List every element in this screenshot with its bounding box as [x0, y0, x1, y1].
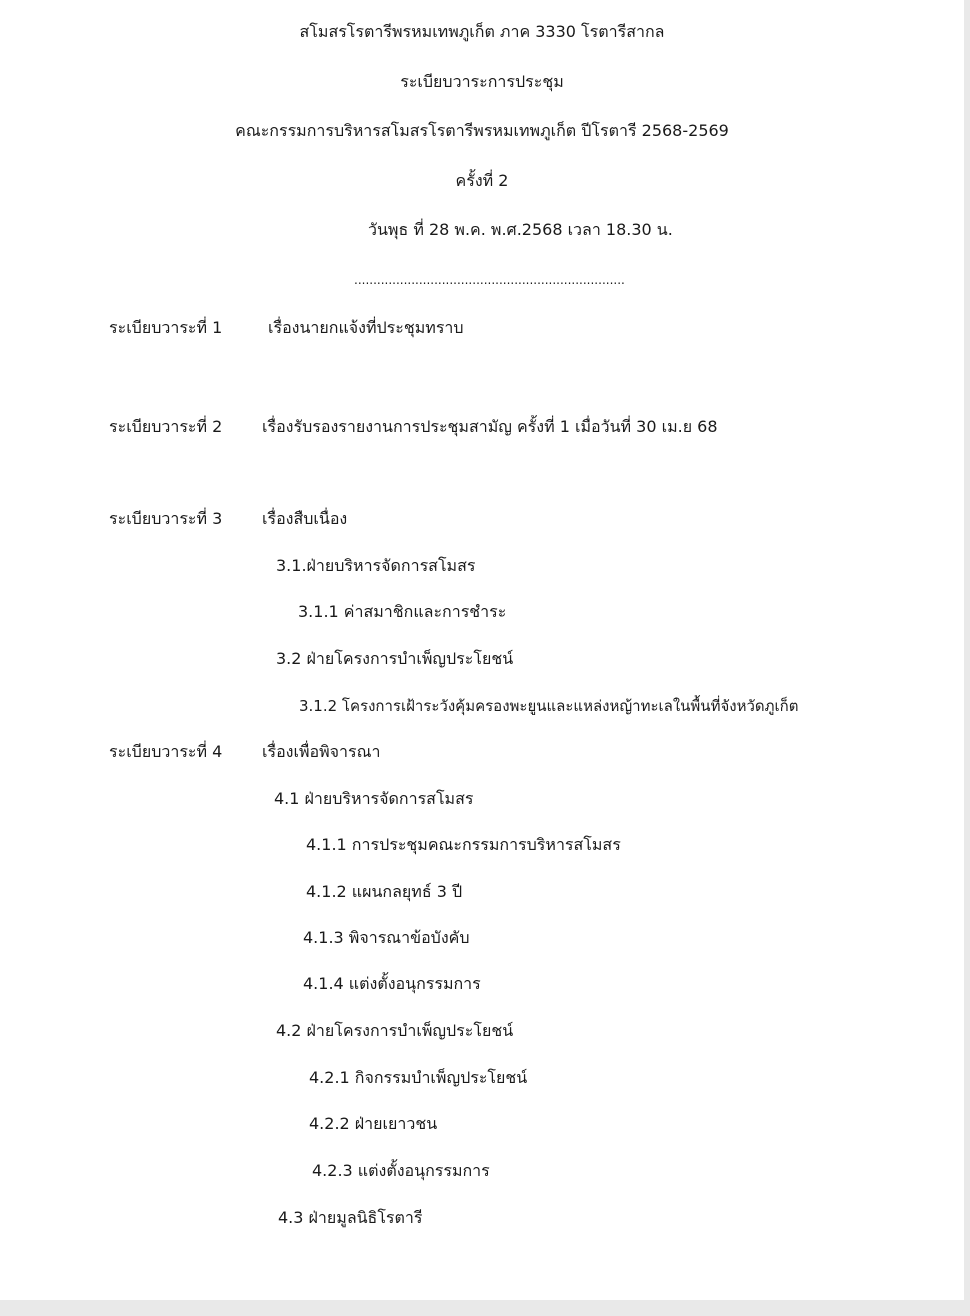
sub-item: 4.2.2 ฝ่ายเยาวชน: [309, 1114, 438, 1133]
sub-item: 3.1.ฝ่ายบริหารจัดการสโมสร: [276, 556, 476, 575]
club-title: สโมสรโรตารีพรหมเทพภูเก็ต ภาค 3330 โรตารีสากล: [299, 22, 665, 41]
sub-item: 4.1.2 แผนกลยุทธ์ 3 ปี: [306, 882, 463, 901]
agenda-4-label: ระเบียบวาระที่ 4: [109, 742, 223, 761]
sub-item: 4.2.1 กิจกรรมบำเพ็ญประโยชน์: [309, 1068, 528, 1087]
sub-item: 4.1.1 การประชุมคณะกรรมการบริหารสโมสร: [306, 835, 621, 854]
agenda-2-label: ระเบียบวาระที่ 2: [109, 417, 223, 436]
agenda-heading: ระเบียบวาระการประชุม: [400, 72, 564, 91]
committee-line: คณะกรรมการบริหารสโมสรโรตารีพรหมเทพภูเก็ต ปีโรตารี 2568-2569: [235, 121, 729, 140]
sub-item: 3.2 ฝ่ายโครงการบำเพ็ญประโยชน์: [276, 649, 514, 668]
sub-item: 4.1 ฝ่ายบริหารจัดการสโมสร: [274, 789, 474, 808]
sub-item: 4.3 ฝ่ายมูลนิธิโรตารี: [278, 1208, 423, 1227]
sub-item: 4.1.3 พิจารณาข้อบังคับ: [303, 928, 470, 947]
sub-item: 3.1.2 โครงการเฝ้าระวังคุ้มครองพะยูนและแหล่งหญ้าทะเลในพื้นที่จังหวัดภูเก็ต: [299, 697, 799, 715]
separator-dots: .......................................................................: [354, 273, 625, 287]
sub-item: 4.2 ฝ่ายโครงการบำเพ็ญประโยชน์: [276, 1021, 514, 1040]
sub-item: 4.2.3 แต่งตั้งอนุกรรมการ: [312, 1161, 490, 1180]
meeting-number: ครั้งที่ 2: [455, 171, 509, 190]
agenda-2-title: เรื่องรับรองรายงานการประชุมสามัญ ครั้งที่ 1 เมื่อวันที่ 30 เม.ย 68: [262, 417, 718, 436]
meeting-date: วันพุธ ที่ 28 พ.ค. พ.ศ.2568 เวลา 18.30 น.: [368, 220, 673, 239]
sub-item: 4.1.4 แต่งตั้งอนุกรรมการ: [303, 974, 481, 993]
agenda-3-label: ระเบียบวาระที่ 3: [109, 509, 223, 528]
agenda-1-label: ระเบียบวาระที่ 1: [109, 318, 223, 337]
sub-item: 3.1.1 ค่าสมาชิกและการชำระ: [298, 602, 507, 621]
agenda-1-title: เรื่องนายกแจ้งที่ประชุมทราบ: [268, 318, 464, 337]
agenda-4-title: เรื่องเพื่อพิจารณา: [262, 742, 381, 761]
agenda-3-title: เรื่องสืบเนื่อง: [262, 509, 348, 528]
